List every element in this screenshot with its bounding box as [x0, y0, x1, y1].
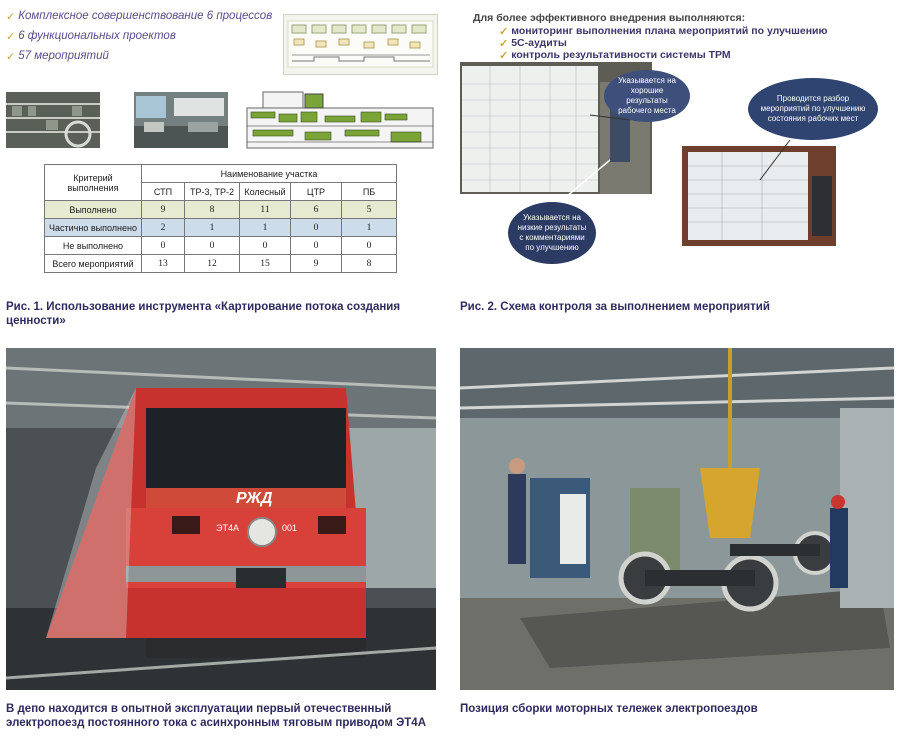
train-number-label: 001 — [282, 523, 298, 533]
train-caption: В депо находится в опытной эксплуатации первый отечественный электропоезд постоянного тока с асинхронным тяговым приводом ЭТ4А — [6, 703, 427, 729]
layout-plan — [245, 90, 435, 150]
train-brand-logo: РЖД — [236, 490, 273, 507]
intro-title: Для более эффективного внедрения выполняются: — [473, 12, 746, 24]
train-photo — [6, 348, 436, 690]
check-icon: ✓ — [499, 37, 509, 50]
train-model-label: ЭТ4А — [216, 523, 239, 533]
right-intro — [473, 12, 827, 61]
column-header: СТП — [142, 183, 185, 201]
list-item: ✓ 5С-аудиты — [499, 37, 567, 50]
fig2-caption: Рис. 2. Схема контроля за выполнением мероприятий — [460, 301, 770, 313]
results-table — [44, 164, 397, 273]
table-row: Всего мероприятий 13 12 15 9 8 — [45, 255, 397, 273]
bogie-assembly-photo — [460, 348, 894, 690]
value-stream-map-thumbnail — [283, 14, 438, 75]
check-icon: ✓ — [6, 30, 16, 43]
list-item: ✓ 57 мероприятий — [6, 50, 109, 63]
callout-good-results: Указывается на хорошие результаты рабочего места — [604, 70, 690, 122]
column-header: Колесный — [240, 183, 291, 201]
callout-analysis: Проводится разбор мероприятий по улучшению состояния рабочих мест — [748, 78, 878, 140]
fig1-caption: Рис. 1. Использование инструмента «Картирование потока создания ценности» — [6, 301, 401, 327]
check-icon: ✓ — [499, 49, 509, 62]
shelving-photo — [6, 92, 100, 148]
list-item: ✓ контроль результативности системы ТРМ — [499, 49, 731, 62]
column-header: ЦТР — [291, 183, 342, 201]
callout-bad-results: Указывается на низкие результаты с комментариями по улучшению — [508, 202, 596, 264]
table-row: Выполнено 9 8 11 6 5 — [45, 201, 397, 219]
achievements-list — [6, 6, 272, 66]
check-icon: ✓ — [6, 10, 16, 23]
check-icon: ✓ — [6, 50, 16, 63]
list-item: ✓ Комплексное совершенствование 6 процессов — [6, 10, 273, 23]
check-icon: ✓ — [499, 25, 509, 38]
map-diagram — [284, 15, 437, 74]
area-header: Наименование участка — [142, 165, 397, 183]
column-header: ТР-3, ТР-2 — [185, 183, 240, 201]
list-item: ✓ 6 функциональных проектов — [6, 30, 176, 43]
table-row: Не выполнено 0 0 0 0 0 — [45, 237, 397, 255]
callout-pointers — [460, 60, 880, 270]
column-header: ПБ — [342, 183, 397, 201]
table-row: Частично выполнено 2 1 1 0 1 — [45, 219, 397, 237]
criterion-header: Критерий выполнения — [45, 165, 142, 201]
assembly-caption: Позиция сборки моторных тележек электропоездов — [460, 703, 758, 715]
list-item: ✓ мониторинг выполнения плана мероприятий по улучшению — [499, 25, 828, 38]
workshop-photo — [134, 92, 228, 148]
